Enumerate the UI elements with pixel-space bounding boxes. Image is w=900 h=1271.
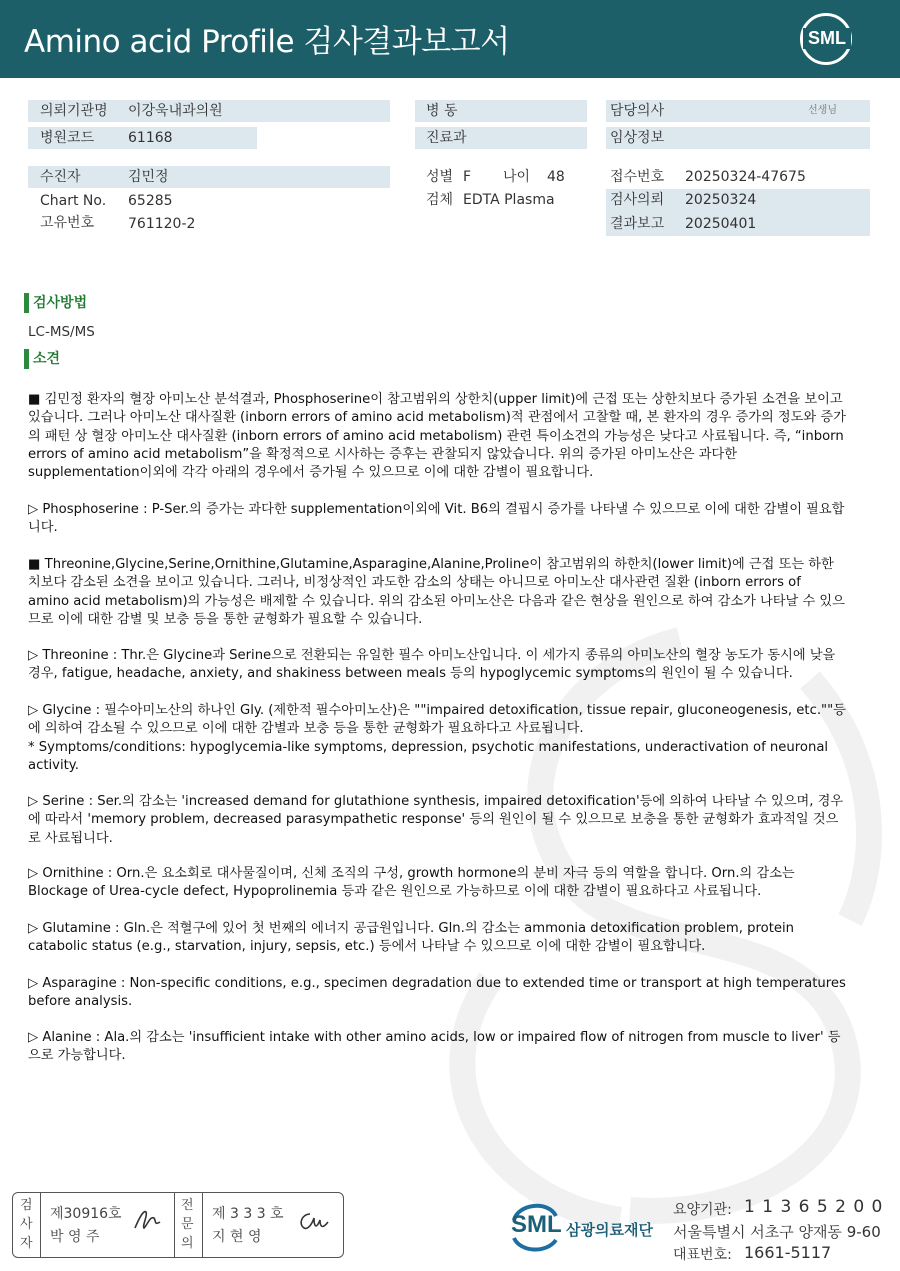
finding-paragraph: ■ 김민정 환자의 혈장 아미노산 분석결과, Phosphoserine이 참고범위의 상한치(upper limit)에 근접 또는 상한치보다 증가된 소견을 보이고 있습니다. 그러나 아미노산 대사질환 (inborn errors of amino acid metabolism)적 관점에서 고찰할 때, 본 환자의 경우 증가의 정도와 증가의 패턴 상 혈장 아미노산 대사질환 (inborn errors of amino acid metabolism) 관련 특이소견의 가능성은 낮다고 사료됩니다. 즉, “inborn errors of amino acid metabolism”을 확정적으로 시사하는 증후는 관찰되지 않았습니다. 위의 증가된 아미노산은 과다한 supplementation이외에 각각 아래의 경우에서 증가될 수 있으므로 이에 대한 감별이 필요합니다. — [28, 392, 846, 481]
method-title: 검사방법 — [33, 295, 88, 311]
footer-brand-name: 삼광의료재단 — [566, 1221, 653, 1239]
sml-logo-text: SML — [803, 28, 851, 49]
footer-phone-value: 1661-5117 — [744, 1243, 832, 1262]
patient-label: 수진자 — [40, 169, 81, 185]
finding-paragraph: ■ Threonine,Glycine,Serine,Ornithine,Glutamine,Asparagine,Alanine,Proline이 참고범위의 하한치(lower limit)에 근접 또는 하한치보다 감소된 소견을 보이고 있습니다. 그러나, 비정상적인 과도한 감소의 상태는 아니므로 아미노산 대사관련 질환 (inborn errors of amino acid metabolism)의 가능성은 배제할 수 있습니다. 위의 감소된 아미노산은 다음과 같은 현상을 원인으로 하여 감소가 나타날 수 있으므로 이에 대한 감별 및 보충 등을 통한 균형화가 필요할 수 있습니다. — [28, 557, 845, 627]
code-label: 병원코드 — [40, 130, 95, 146]
footer-code-label: 요양기관: — [673, 1202, 732, 1218]
receipt-value: 20250324-47675 — [685, 169, 806, 185]
age-value: 48 — [547, 169, 565, 185]
specialist-signature-icon — [296, 1206, 330, 1236]
request-value: 20250324 — [685, 192, 757, 208]
report-title: Amino acid Profile 검사결과보고서 — [24, 24, 510, 60]
dept-label: 진료과 — [426, 130, 467, 146]
sex-label: 성별 — [426, 169, 454, 185]
footer-code-value: 1 1 3 6 5 2 0 0 — [744, 1197, 884, 1217]
patient-value: 김민정 — [128, 169, 169, 185]
request-label: 검사의뢰 — [610, 192, 665, 208]
finding-paragraph: ▷ Glycine : 필수아미노산의 하나인 Gly. (제한적 필수아미노산)은 ""impaired detoxification, tissue repair, gluconeogenesis, etc.""등에 의하여 감소될 수 있으므로 이에 대한 감별과 보충 등을 통한 균형화가 필요하다고 사료됩니다. * Symptoms/conditions: hypoglycemia-like symptoms, depression, psychotic manifestations, underactivation of neuronal activity. — [28, 703, 846, 773]
finding-paragraph: ▷ Threonine : Thr.은 Glycine과 Serine으로 전환되는 유일한 필수 아미노산입니다. 이 세가지 종류의 아미노산의 혈장 농도가 동시에 낮을 경우, fatigue, headache, anxiety, and shakiness between meals 등의 hypoglycemic symptoms의 원인이 될 수 있습니다. — [28, 648, 836, 682]
method-value: LC-MS/MS — [28, 324, 95, 340]
inspector-vertical-label: 검 사 자 — [20, 1198, 33, 1251]
finding-paragraph: ▷ Alanine : Ala.의 감소는 'insufficient intake with other amino acids, low or impaired flow of nitrogen from muscle to liver' 등으로 가능합니다. — [28, 1030, 841, 1064]
report-value: 20250401 — [685, 216, 757, 232]
finding-paragraph: ▷ Serine : Ser.의 감소는 'increased demand for glutathione synthesis, impaired detoxification'등에 의하여 나타날 수 있으며, 경우에 따라서 'memory problem, decreased parasympathetic response' 등의 원인이 될 수 있으므로 보충을 통한 균형화가 효과적일 것으로 사료됩니다. — [28, 794, 844, 846]
doctor-suffix: 선생님 — [808, 105, 837, 116]
specialist-name: 지 현 영 — [212, 1229, 262, 1245]
finding-paragraph: ▷ Ornithine : Orn.은 요소회로 대사물질이며, 신체 조직의 구성, growth hormone의 분비 자극 등의 역할을 합니다. Orn.의 감소는 Blockage of Urea-cycle defect, Hypoprolinemia 등과 같은 원인으로 가능하므로 이에 대한 감별이 필요하다고 사료됩니다. — [28, 866, 795, 900]
sex-value: F — [463, 169, 472, 185]
chart-label: Chart No. — [40, 193, 107, 209]
chart-value: 65285 — [128, 193, 173, 209]
ward-label: 병 동 — [426, 103, 458, 119]
finding-paragraph: ▷ Phosphoserine : P-Ser.의 증가는 과다한 supplementation이외에 Vit. B6의 결핍시 증가를 나타낼 수 있으므로 이에 대한 감별이 필요합니다. — [28, 502, 845, 536]
doctor-label: 담당의사 — [610, 103, 665, 119]
finding-paragraph: ▷ Glutamine : Gln.은 적혈구에 있어 첫 번째의 에너지 공급원입니다. Gln.의 감소는 ammonia detoxification problem, protein catabolic status (e.g., starvation, injury, sepsis, etc.) 등에서 나타날 수 있으므로 이에 대한 감별이 필요합니다. — [28, 921, 794, 955]
specimen-label: 검체 — [426, 192, 454, 208]
specimen-value: EDTA Plasma — [463, 192, 555, 208]
hospital-value: 이강욱내과의원 — [128, 103, 223, 119]
report-header — [0, 0, 900, 78]
id-value: 761120-2 — [128, 216, 196, 232]
receipt-label: 접수번호 — [610, 169, 665, 185]
footer-address: 서울특별시 서초구 양재동 9-60 — [673, 1223, 881, 1241]
hospital-label: 의뢰기관명 — [40, 103, 108, 119]
clinical-label: 임상정보 — [610, 130, 665, 146]
finding-paragraph: ▷ Asparagine : Non-specific conditions, e.g., specimen degradation due to extended time or transport at high temperatures before analysis. — [28, 976, 846, 1010]
inspector-signature-icon — [132, 1206, 164, 1234]
section-marker — [24, 293, 29, 313]
section-marker — [24, 349, 29, 369]
footer-brand: SML — [511, 1211, 562, 1238]
signature-box — [12, 1192, 344, 1258]
id-label: 고유번호 — [40, 215, 95, 231]
info-bar — [28, 166, 390, 188]
findings-title: 소견 — [33, 351, 61, 367]
report-label: 결과보고 — [610, 216, 665, 232]
code-value: 61168 — [128, 130, 173, 146]
age-label: 나이 — [503, 169, 531, 185]
footer-phone-label: 대표번호: — [673, 1247, 732, 1263]
inspector-name: 박 영 주 — [50, 1229, 100, 1245]
inspector-license: 제30916호 — [50, 1206, 122, 1222]
specialist-vertical-label: 전 문 의 — [181, 1198, 194, 1251]
specialist-license: 제 3 3 3 호 — [212, 1206, 284, 1222]
